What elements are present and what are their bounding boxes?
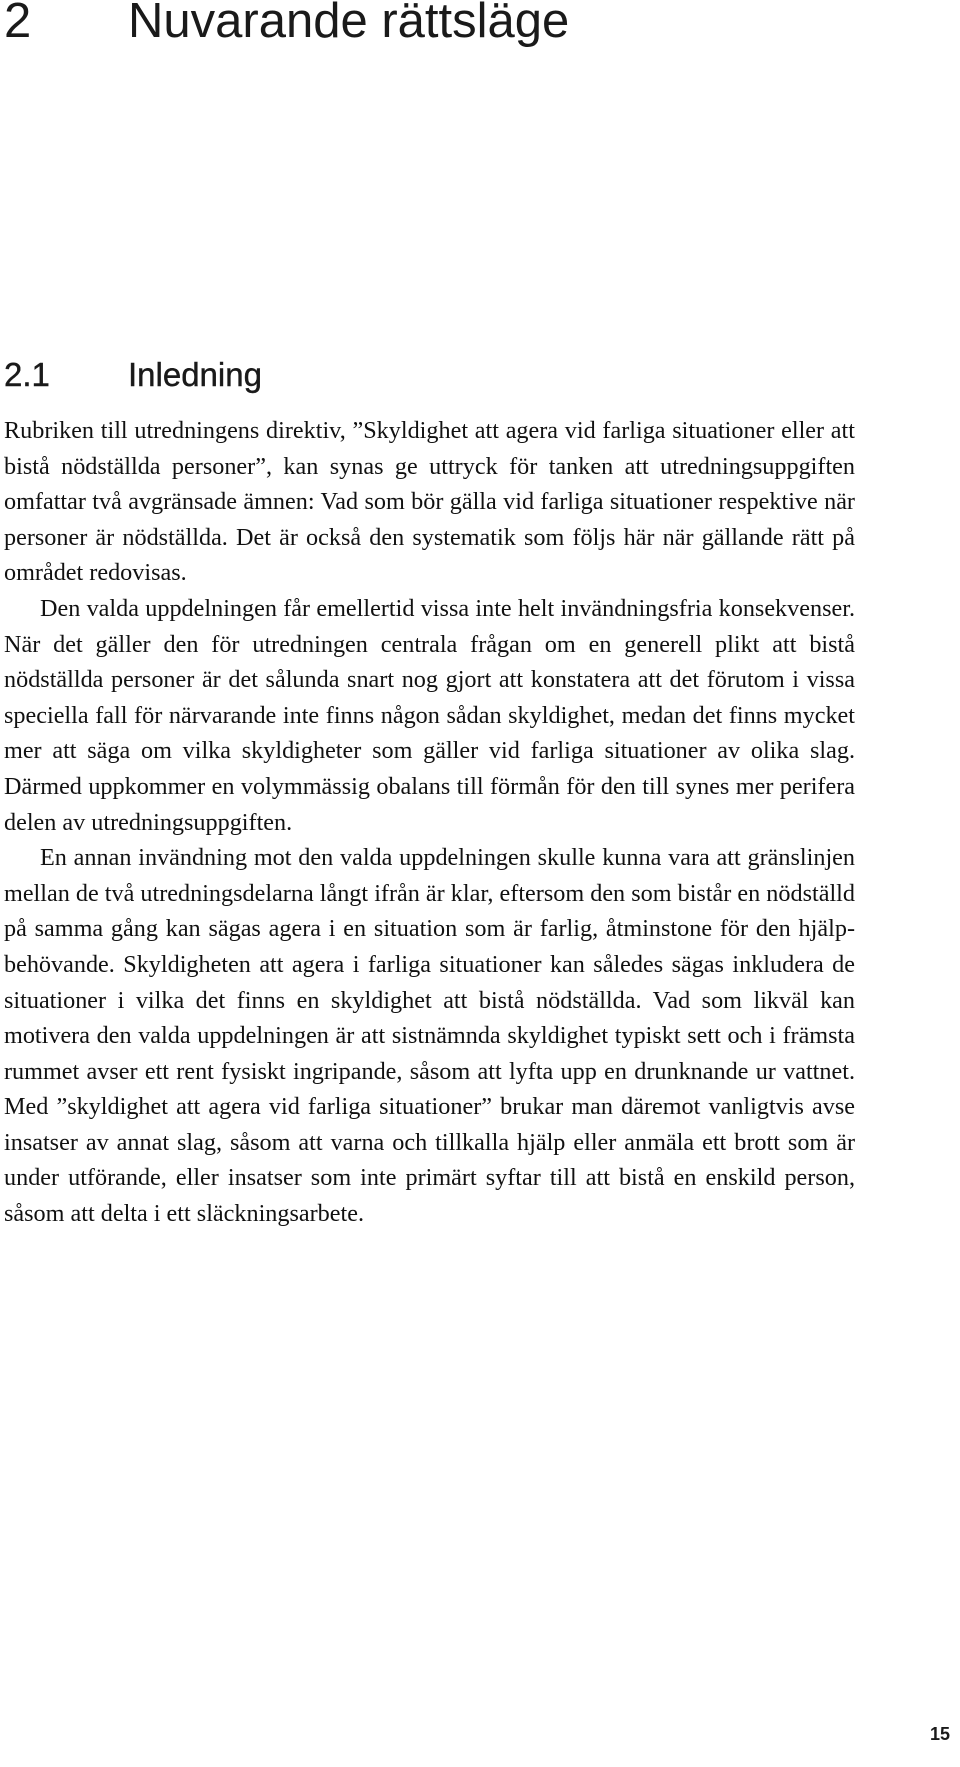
chapter-number: 2 <box>4 0 32 48</box>
chapter-heading <box>4 0 569 56</box>
paragraph: Rubriken till utredningens direktiv, ”Skyldighet att agera vid farliga situationer eller att bistå nödställda personer”, kan synas ge uttryck för tanken att utredningsuppgiften omfattar två avgränsade ämnen: Vad som bör gälla vid farliga situationer respektive när personer är nödställda. Det är också den systematik som följs här när gällande rätt på området redovisas. <box>4 417 855 587</box>
paragraph: En annan invändning mot den valda uppdelningen skulle kunna vara att gränslinjen mellan de två utredningsdelarna långt ifrån är klar, eftersom den som bistår en nödställd på samma gång kan sägas agera i en situation som är farlig, åtminstone för den hjälpbehövande. Skyldigheten att agera i farliga situationer kan således sägas inkludera de situationer i vilka det finns en skyldighet att bistå nödställda. Vad som likväl kan motivera den valda uppdelningen är att sistnämnda skyldighet typiskt sett och i främsta rummet avser ett rent fysiskt ingripande, såsom att lyfta upp en drunknande ur vattnet. Med ”skyldighet att agera vid farliga situationer” brukar man däremot vanligtvis avse insatser av annat slag, såsom att varna och tillkalla hjälp eller anmäla ett brott som är under utförande, eller insatser som inte primärt syftar till att bistå en enskild person, såsom att delta i ett släckningsarbete. <box>4 844 855 1228</box>
body-text <box>4 413 855 1232</box>
page-number: 15 <box>929 1724 950 1744</box>
section-number: 2.1 <box>4 356 50 393</box>
chapter-title: Nuvarande rättsläge <box>128 0 570 48</box>
section-heading <box>4 353 262 397</box>
section-title: Inledning <box>128 356 262 393</box>
paragraph: Den valda uppdelningen får emellertid vissa inte helt invändningsfria konsekvenser. När det gäller den för utredningen centrala frågan om en generell plikt att bistå nödställda personer är det sålunda snart nog gjort att konstatera att det förutom i vissa speciella fall för närvarande inte finns någon sådan skyldighet, medan det finns mycket mer att säga om vilka skyldigheter som gäller vid farliga situationer av olika slag. Därmed uppkommer en volymmässig obalans till förmån för den till synes mer perifera delen av utredningsuppgiften. <box>4 594 855 836</box>
